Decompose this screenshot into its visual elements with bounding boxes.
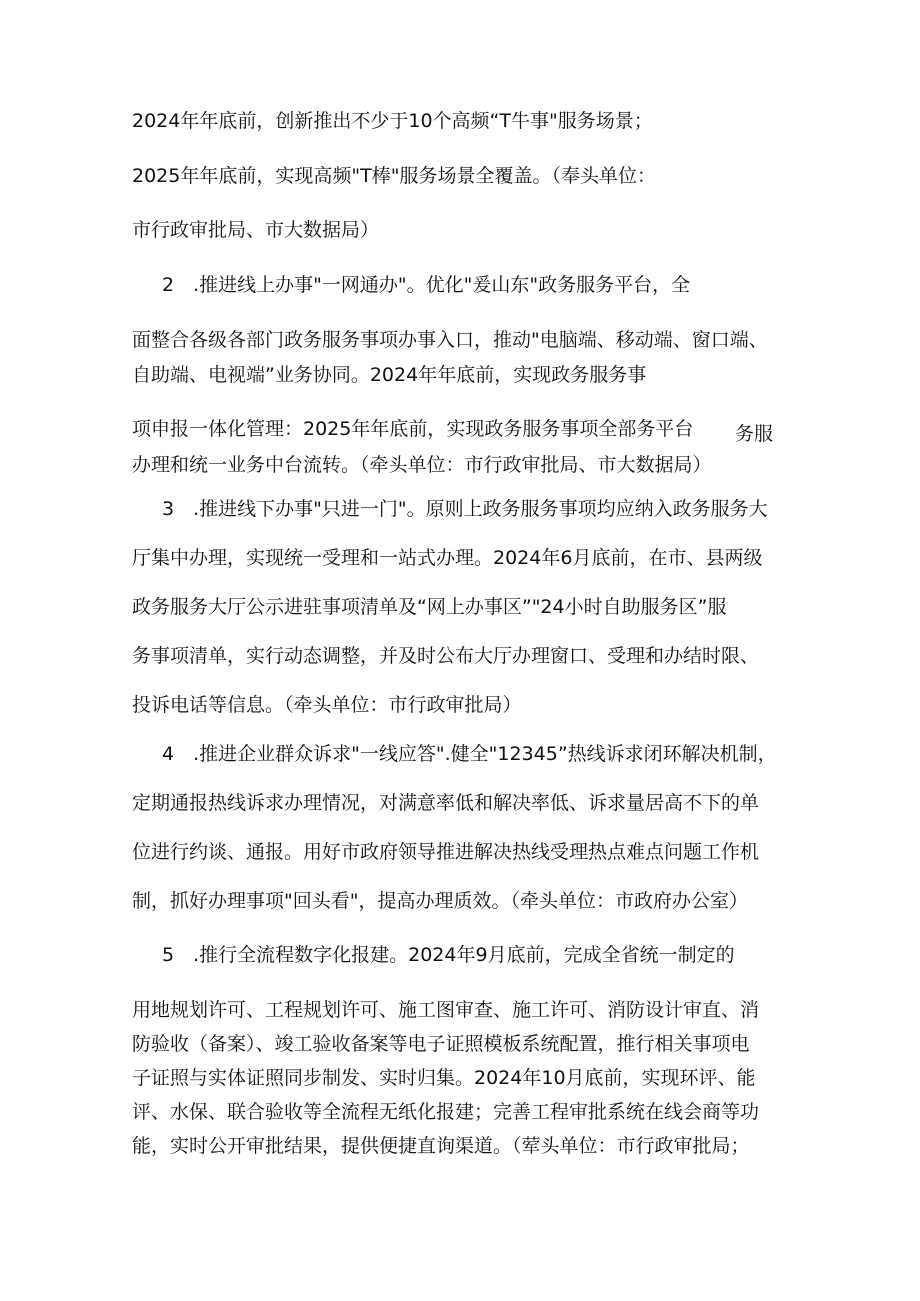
text-fragment: 务服 bbox=[735, 423, 774, 445]
text-line: 防验收（备案）、竣工验收备案等电子证照模板系统配置，推行相关事项电 bbox=[132, 1033, 750, 1055]
text-line: 投诉电话等信息。（牵头单位：市行政审批局） bbox=[132, 694, 522, 716]
item-4-heading: 4 .推进企业群众诉求"一线应答".健全"12345”热线诉求闭环解决机制， bbox=[162, 743, 777, 765]
text-line: 制，抓好办理事项"回头看"，提高办理质效。（牵头单位：市政府办公室） bbox=[132, 890, 748, 912]
text-line: 2025年年底前，实现高频"T棒"服务场景全覆盖。（奉头单位： bbox=[132, 165, 656, 187]
text-line: 能，实时公开审批结果，提供便捷直询渠道。（荤头单位：市行政审批局； bbox=[132, 1135, 750, 1157]
item-2-heading: 2 .推进线上办事"一网通办"。优化"爰山东"政务服务平台，全 bbox=[162, 274, 691, 296]
text-line: 2024年年底前，创新推出不少于10个高频“T牛事"服务场景； bbox=[132, 110, 653, 132]
text-line: 市行政审批局、市大数据局） bbox=[132, 219, 380, 241]
text-line: 政务服务大厅公示进驻事项清单及“网上办事区”"24小时自助服务区”服 bbox=[132, 596, 727, 618]
text-line: 评、水保、联合验收等全流程无纸化报建；完善工程审批系统在线会商等功 bbox=[132, 1101, 760, 1123]
item-3-heading: 3 .推进线下办事"只进一门"。原则上政务服务事项均应纳入政务服务大 bbox=[162, 498, 768, 520]
text-line: 项申报一体化管理：2025年年底前，实现政务服务事项全部务平台 bbox=[132, 418, 694, 440]
text-line: 用地规划许可、工程规划许可、施工图审查、施工许可、消防设计审直、消 bbox=[132, 999, 760, 1021]
text-line: 办理和统一业务中台流转。（牵头单位：市行政审批局、市大数据局） bbox=[132, 454, 712, 476]
text-line: 自助端、电视端”业务协同。2024年年底前，实现政务服务事 bbox=[132, 364, 647, 386]
item-5-heading: 5 .推行全流程数字化报建。2024年9月底前，完成全省统一制定的 bbox=[162, 944, 735, 966]
text-line: 厅集中办理，实现统一受理和一站式办理。2024年6月底前，在市、县两级 bbox=[132, 547, 763, 569]
text-line: 子证照与实体证照同步制发、实时归集。2024年10月底前，实现环评、能 bbox=[132, 1067, 756, 1089]
text-line: 务事项清单，实行动态调整，并及时公布大厅办理窗口、受理和办结时限、 bbox=[132, 645, 760, 667]
text-line: 位进行约谈、通报。用好市政府领导推进解决热线受理热点难点问题工作机 bbox=[132, 841, 760, 863]
text-line: 面整合各级各部门政务服务事项办事入口，推动"电脑端、移动端、窗口端、 bbox=[132, 329, 768, 351]
text-line: 定期通报热线诉求办理情况，对满意率低和解决率低、诉求量居高不下的单 bbox=[132, 792, 760, 814]
